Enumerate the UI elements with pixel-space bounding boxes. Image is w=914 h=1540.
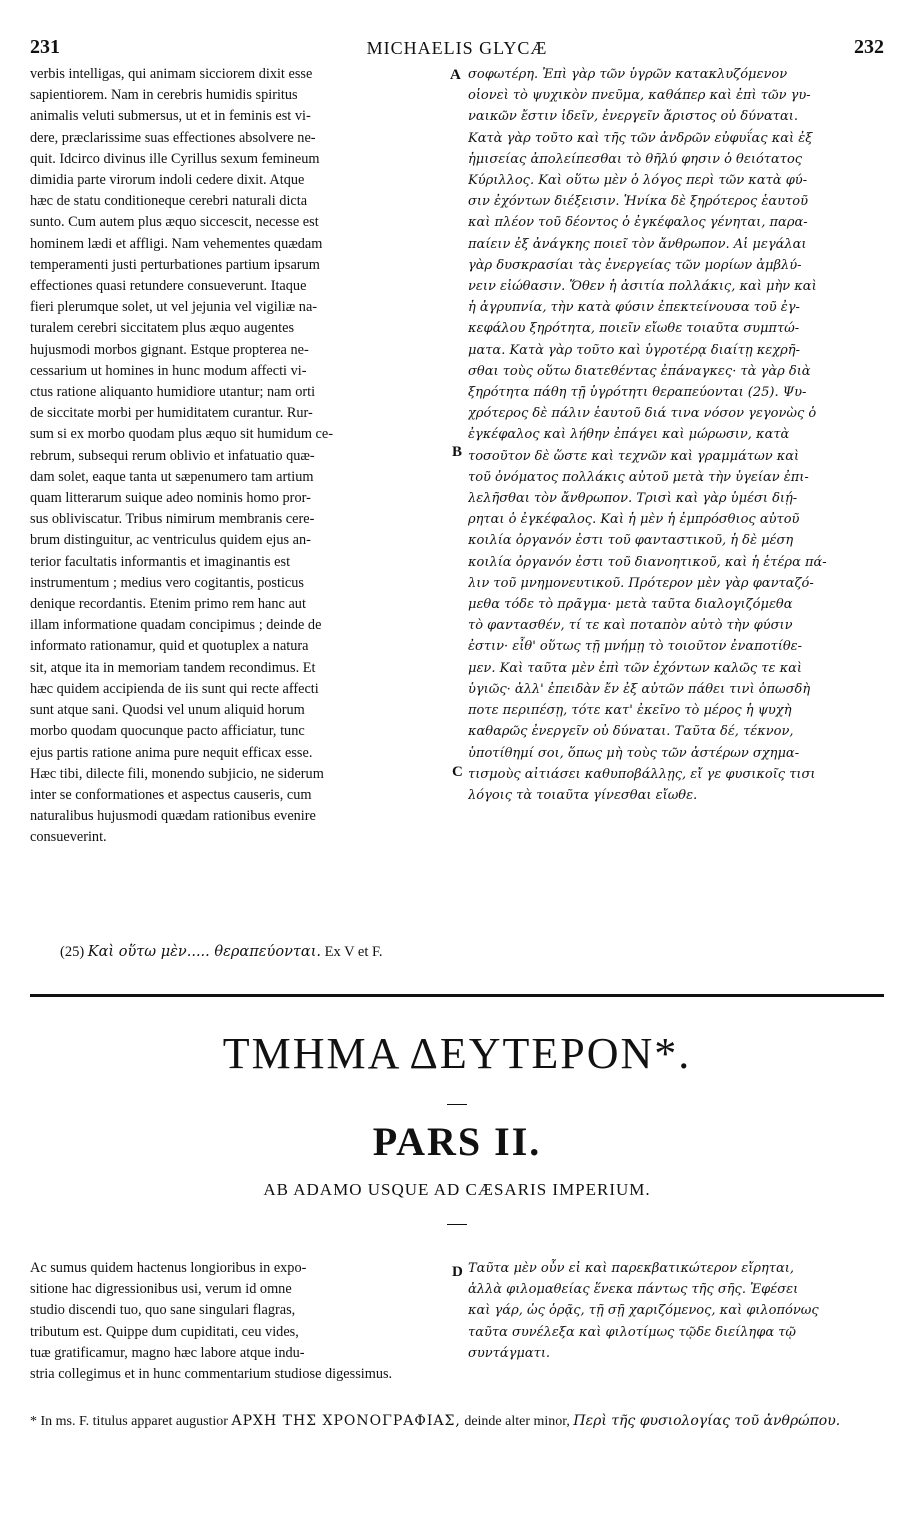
text-line: ξηρότητα πάθη τῇ ὑγρότητι θεραπεύονται (25). Ψυ- — [468, 385, 807, 401]
section-title-greek: ΤΜΗΜΑ ΔΕΥΤΕΡΟΝ*. — [222, 1029, 692, 1078]
text-line: instrumentum ; medius vero cogitantis, posticus — [30, 574, 304, 591]
footnote-title-mid: deinde alter minor, — [464, 1414, 570, 1429]
text-line: ὑποτίθημί σοι, ὅπως μὴ τοὺς τῶν ἀστέρων σχημα- — [468, 745, 800, 761]
text-line: quam litterarum suique adeo nominis homo pror- — [30, 490, 311, 507]
text-line: dimidia parte virorum indoli cedere dixit. Atque — [30, 172, 305, 189]
text-line: hæc de statu conditioneque cerebri naturali dicta — [30, 193, 308, 210]
text-line: sus obliviscatur. Tribus nimirum membranis cere- — [30, 511, 315, 528]
text-line: hominem lædi et affligi. Nam vehementes quædam — [30, 235, 323, 252]
page-number-left: 231 — [30, 36, 60, 58]
text-line: καθαρῶς ἐνεργεῖν οὐ δύναται. Ταῦτα δέ, τέκνον, — [468, 724, 794, 740]
margin-marker-a: A — [450, 67, 461, 83]
latin-column-top — [30, 64, 450, 849]
text-line: ποτε περιπέσῃ, τότε κατ' ἐκεῖνο τὸ μέρος ἡ ψυχὴ — [468, 703, 792, 719]
text-line: γὰρ δυσκρασίαι τὰς ἐνεργείας τῶν μορίων ἀμβλύ- — [468, 257, 802, 273]
text-line: κοιλία ὀργανόν ἐστι τοῦ φανταστικοῦ, ἡ δὲ μέση — [468, 533, 794, 549]
greek-column-bottom — [468, 1258, 888, 1364]
latin-column-bottom — [30, 1258, 450, 1385]
text-line: σθαι τοὺς οὕτω διατεθέντας ἐπάναγκες· τὰ γὰρ διὰ — [468, 363, 811, 379]
text-line: ἀλλὰ φιλομαθείας ἕνεκα πάντως τῆς σῆς. Ἐφέσει — [468, 1282, 799, 1298]
text-line: κεφάλου ξηρότητα, ποιεῖν εἴωθε τοιαῦτα συμπτώ- — [468, 321, 800, 337]
section-rule — [30, 994, 884, 997]
text-line: quit. Idcirco divinus ille Cyrillus sexum femineum — [30, 150, 320, 167]
text-line: ctus ratione aliquanto humidiore utantur; nam orti — [30, 384, 316, 401]
text-line: ἡ ἀγρυπνία, τὴν κατὰ φύσιν ἐπεκτείνουσα τοῦ ἐγ- — [468, 300, 800, 316]
text-line: turalem cerebri siccitatem plus æquo augentes — [30, 320, 295, 337]
title-dash — [447, 1104, 467, 1105]
margin-marker-b: B — [452, 444, 463, 460]
text-line: stria collegimus et in hunc commentarium studiose digessimus. — [30, 1366, 393, 1383]
text-line: Κύριλλος. Καὶ οὕτω μὲν ὁ λόγος περὶ τῶν κατὰ φύ- — [468, 173, 808, 189]
text-line: ματα. Κατὰ γὰρ τοῦτο καὶ ὑγροτέρᾳ διαίτῃ κεχρῆ- — [468, 342, 800, 358]
text-line: ρηται ὁ ἐγκέφαλος. Καὶ ἡ μὲν ἡ ἐμπρόσθιος αὐτοῦ — [468, 512, 800, 528]
text-line: naturalibus hujusmodi quædam rationibus evenire — [30, 808, 316, 825]
section-subtitle: AB ADAMO USQUE AD CÆSARIS IMPERIUM. — [263, 1180, 651, 1199]
text-line: ἡμισείας ἀπολείπεσθαι τὸ θῆλύ φησιν ὁ θειότατος — [468, 151, 803, 167]
footnote-greek: Καὶ οὕτω μὲν..... θεραπεύονται. — [87, 944, 321, 960]
text-line: cessarium ut homines in hunc modum affecti vi- — [30, 362, 307, 379]
text-line: μεν. Καὶ ταῦτα μὲν ἐπὶ τῶν ἐχόντων καλῶς τε καὶ — [468, 660, 802, 676]
footnote-number: (25) — [60, 944, 85, 960]
running-title: MICHAELIS GLYCÆ — [366, 38, 548, 58]
text-line: sapientiorem. Nam in cerebris humidis spiritus — [30, 87, 298, 104]
text-line: sitione hac digressionibus usi, verum id omne — [30, 1281, 292, 1298]
text-line: de siccitate morbi per humiditatem curantur. Rur- — [30, 405, 313, 422]
text-line: consueverint. — [30, 829, 107, 846]
text-line: fieri plerumque solet, ut vel jejunia vel vigiliæ na- — [30, 299, 318, 316]
text-line: sit, atque ita in memoriam tandem recondimus. Et — [30, 659, 316, 676]
text-line: sunt atque sani. Quodsi vel unum aliquid horum — [30, 702, 305, 719]
text-line: effectiones quasi retundere consueverunt. Itaque — [30, 278, 307, 295]
text-line: Ταῦτα μὲν οὖν εἰ καὶ παρεκβατικώτερον εἴρηται, — [468, 1261, 794, 1276]
text-line: καὶ γάρ, ὡς ὁρᾷς, τῇ σῇ χαριζόμενος, καὶ φιλοπόνως — [468, 1303, 819, 1319]
text-line: dam solet, eaque tanta ut sæpenumero tam artium — [30, 468, 314, 485]
text-line: ταῦτα συνέλεξα καὶ φιλοτίμως τῷδε διείληφα τῷ — [468, 1324, 797, 1340]
footnote-title — [30, 1411, 890, 1432]
page-header — [30, 36, 884, 60]
text-line: χρότερος δὲ πάλιν ἑαυτοῦ διά τινα νόσον γεγονὼς ὁ — [468, 406, 817, 422]
text-line: morbo quodam quocunque pacto afficiatur, tunc — [30, 723, 305, 740]
text-line: rebrum, subsequi rerum oblivio et infatuatio quæ- — [30, 447, 315, 464]
text-line: ναικῶν ἔστιν ἰδεῖν, ἐνεργεῖν ἄριστος οὐ δύναται. — [468, 109, 798, 125]
footnote-source: Ex V et F. — [324, 944, 383, 960]
text-line: terior facultatis informantis et imaginantis est — [30, 553, 291, 570]
greek-column-top — [468, 64, 888, 806]
text-line: denique recordantis. Etenim primo rem hanc aut — [30, 596, 306, 613]
text-line: verbis intelligas, qui animam sicciorem dixit esse — [30, 66, 313, 82]
text-line: hujusmodi morbos gignant. Estque propterea ne- — [30, 341, 309, 358]
footnote-title-lead: * In ms. F. titulus apparet augustior — [30, 1414, 228, 1429]
text-line: συντάγματι. — [468, 1345, 551, 1361]
text-line: sunto. Cum autem plus æquo siccescit, necesse est — [30, 214, 319, 231]
footnote-title-caps: ΑΡΧΗ ΤΗΣ ΧΡΟΝΟΓΡΑΦΙΑΣ, — [231, 1413, 461, 1429]
text-line: sum si ex morbo quodam plus æquo sit humidum ce- — [30, 426, 333, 443]
text-line: λιν τοῦ μνημονευτικοῦ. Πρότερον μὲν γὰρ φανταζό- — [468, 575, 814, 591]
text-line: λελῆσθαι τὸν ἄνθρωπον. Τρισὶ καὶ γὰρ ὑμέσι διῄ- — [468, 491, 798, 507]
text-line: ὑγιῶς· ἀλλ' ἐπειδὰν ἔν ἐξ αὐτῶν πάθει τινὶ ὁπωσδὴ — [468, 681, 811, 697]
text-line: temperamenti justi perturbationes partium ipsarum — [30, 256, 320, 273]
text-line: ἐστιν· εἶθ' οὕτως τῇ μνήμῃ τὸ τοιοῦτον ἐναποτίθε- — [468, 639, 803, 655]
text-line: ejus partis ratione anima pure nequit efficax esse. — [30, 744, 313, 761]
text-line: οἱονεὶ τὸ ψυχικὸν πνεῦμα, καθάπερ καὶ ἐπὶ τῶν γυ- — [468, 88, 811, 104]
margin-marker-c: C — [452, 764, 463, 780]
text-line: animalis veluti submersus, ut et in feminis est vi- — [30, 108, 311, 125]
text-line: σοφωτέρη. Ἐπὶ γὰρ τῶν ὑγρῶν κατακλυζόμενον — [468, 67, 788, 82]
text-line: tributum est. Quippe dum cupiditati, ceu vides, — [30, 1323, 299, 1340]
subtitle-dash — [447, 1224, 467, 1225]
footnote-25 — [60, 944, 383, 961]
text-line: μεθα τόδε τὸ πρᾶγμα· μετὰ ταῦτα διαλογιζόμεθα — [468, 597, 793, 613]
text-line: τοσοῦτον δὲ ὥστε καὶ τεχνῶν καὶ γραμμάτων καὶ — [468, 448, 800, 464]
text-line: λόγοις τὰ τοιαῦτα γίνεσθαι εἴωθε. — [468, 787, 698, 803]
text-line: ἐγκέφαλος καὶ λήθην ἐπάγει καὶ μώρωσιν, κατὰ — [468, 427, 790, 443]
margin-marker-d: D — [452, 1264, 463, 1280]
text-line: τοῦ ὀνόματος πολλάκις αὐτοῦ μετὰ τὴν ὑγείαν ἐπι- — [468, 469, 809, 485]
text-line: τὸ φαντασθέν, τί τε καὶ ποταπὸν αὐτὸ τὴν φύσιν — [468, 618, 793, 634]
text-line: hæc quidem accipienda de iis sunt qui recte affecti — [30, 680, 319, 697]
text-line: inter se conformationes et aspectus causeris, cum — [30, 786, 312, 803]
page-number-right: 232 — [854, 36, 884, 58]
text-line: informato rationamur, quid et quotuplex a natura — [30, 638, 309, 655]
text-line: brum distinguitur, ac ventriculus quidem ejus an- — [30, 532, 311, 549]
text-line: Hæc tibi, dilecte fili, monendo subjicio, ne siderum — [30, 765, 324, 782]
text-line: dere, præclarissime suas effectiones absolvere ne- — [30, 129, 316, 146]
text-line: καὶ πλέον τοῦ δέοντος ὁ ἐγκέφαλος γένηται, παρα- — [468, 215, 808, 231]
section-title-latin: PARS II. — [372, 1119, 542, 1164]
text-line: κοιλία ὀργανόν ἐστι τοῦ διανοητικοῦ, καὶ ἡ ἑτέρα πά- — [468, 554, 827, 570]
text-line: τισμοὺς αἰτιάσει καθυποβάλλῃς, εἴ γε φυσικοῖς τισι — [468, 766, 816, 782]
text-line: παίειν ἐξ ἀνάγκης ποιεῖ τὸν ἄνθρωπον. Αἱ μεγάλαι — [468, 236, 807, 252]
text-line: Ac sumus quidem hactenus longioribus in expo- — [30, 1260, 307, 1276]
text-line: tuæ gratificamur, magno hæc labore atque indu- — [30, 1344, 305, 1361]
footnote-title-greek: Περὶ τῆς φυσιολογίας τοῦ ἀνθρώπου. — [573, 1413, 841, 1429]
text-line: studio discendi tuo, quo sane singulari flagras, — [30, 1302, 296, 1319]
text-line: νειν εἰώθασιν. Ὅθεν ἡ ἀσιτία πολλάκις, καὶ μὴν καὶ — [468, 279, 817, 295]
text-line: σιν ἐχόντων διέξεισιν. Ἡνίκα δὲ ξηρότερος ἑαυτοῦ — [468, 194, 809, 210]
text-line: Κατὰ γὰρ τοῦτο καὶ τῆς τῶν ἀνδρῶν εὐφυΐας καὶ ἐξ — [468, 130, 813, 146]
text-line: illam informatione quadam concipimus ; deinde de — [30, 617, 322, 634]
